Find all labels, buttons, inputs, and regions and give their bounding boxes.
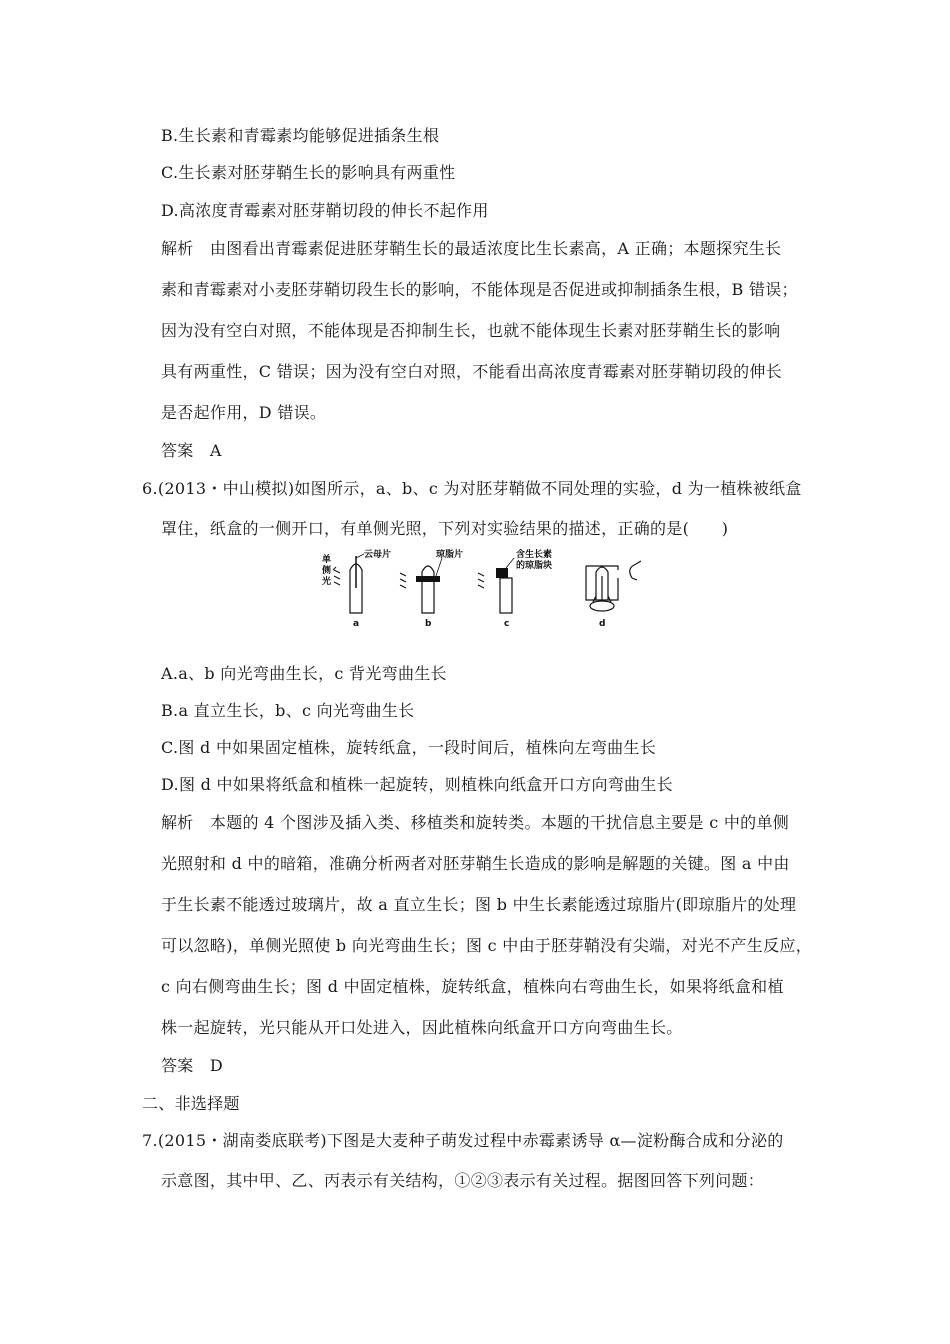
q6-option-b: B.a 直立生长，b、c 向光弯曲生长 <box>161 701 415 720</box>
q7-stem-line-2: 示意图，其中甲、乙、丙表示有关结构，①②③表示有关过程。据图回答下列问题： <box>161 1171 765 1190</box>
coleoptile-b <box>416 558 442 613</box>
coleoptile-a <box>350 554 364 613</box>
light-label-3: 光 <box>322 577 332 587</box>
q5-analysis-line-4: 具有两重性，C 错误；因为没有空白对照，不能看出高浓度青霉素对胚芽鞘切段的伸长 <box>161 362 783 381</box>
mica-label: 云母片 <box>364 550 392 560</box>
panel-a-label: a <box>353 619 360 629</box>
coleoptile-c <box>496 558 514 613</box>
q5-analysis-line-1: 解析 由图看出青霉素促进胚芽鞘生长的最适浓度比生长素高，A 正确；本题探究生长 <box>161 239 782 258</box>
auxin-agar-label-1: 含生长素 <box>516 550 553 560</box>
q5-option-c: C.生长素对胚芽鞘生长的影响具有两重性 <box>161 163 456 182</box>
box-d <box>586 561 641 611</box>
panel-b-label: b <box>425 619 432 629</box>
q6-option-d: D.图 d 中如果将纸盒和植株一起旋转，则植株向纸盒开口方向弯曲生长 <box>161 775 673 794</box>
q6-analysis-line-5: c 向右侧弯曲生长；图 d 中固定植株，旋转纸盒，植株向右弯曲生长，如果将纸盒和植 <box>161 977 784 996</box>
q6-option-a: A.a、b 向光弯曲生长，c 背光弯曲生长 <box>161 664 447 683</box>
q7-stem-line-1: 7.(2015・湖南娄底联考)下图是大麦种子萌发过程中赤霉素诱导 α—淀粉酶合成和分泌的 <box>142 1131 784 1150</box>
q6-analysis-line-3: 于生长素不能透过玻璃片，故 a 直立生长；图 b 中生长素能透过琼脂片(即琼脂片的处理 <box>161 895 797 914</box>
q5-answer: 答案 A <box>161 441 222 460</box>
q5-analysis-line-2: 素和青霉素对小麦胚芽鞘切段生长的影响，不能体现是否促进或抑制插条生根，B 错误； <box>161 280 798 299</box>
auxin-agar-label-2: 的琼脂块 <box>516 561 553 571</box>
agar-label: 琼脂片 <box>436 550 464 560</box>
light-label-1: 单 <box>322 555 332 565</box>
q6-analysis-line-2: 光照射和 d 中的暗箱，准确分析两者对胚芽鞘生长造成的影响是解题的关键。图 a 中由 <box>161 854 790 873</box>
q5-option-b: B.生长素和青霉素均能够促进插条生根 <box>161 126 440 145</box>
q6-stem-line-1: 6.(2013・中山模拟)如图所示，a、b、c 为对胚芽鞘做不同处理的实验，d 为一植株被纸盒 <box>142 479 802 498</box>
q6-option-c: C.图 d 中如果固定植株，旋转纸盒，一段时间后，植株向左弯曲生长 <box>161 738 657 757</box>
panel-c-label: c <box>504 619 510 629</box>
light-arrows-a <box>333 567 340 585</box>
q5-analysis-line-5: 是否起作用，D 错误。 <box>161 403 327 422</box>
q6-figure <box>318 548 648 630</box>
q6-analysis-line-1: 解析 本题的 4 个图涉及插入类、移植类和旋转类。本题的干扰信息主要是 c 中的单侧 <box>161 813 790 832</box>
light-arrows-b <box>400 573 406 588</box>
light-label-2: 侧 <box>322 566 332 576</box>
q6-answer: 答案 D <box>161 1056 224 1075</box>
panel-d-label: d <box>599 619 606 629</box>
q5-analysis-line-3: 因为没有空白对照，不能体现是否抑制生长，也就不能体现生长素对胚芽鞘生长的影响 <box>161 321 781 340</box>
q5-option-d: D.高浓度青霉素对胚芽鞘切段的伸长不起作用 <box>161 201 489 220</box>
q6-analysis-line-4: 可以忽略)，单侧光照使 b 向光弯曲生长；图 c 中由于胚芽鞘没有尖端，对光不产生反应， <box>161 936 812 955</box>
light-arrows-c <box>478 573 484 588</box>
q6-stem-line-2: 罩住，纸盒的一侧开口，有单侧光照，下列对实验结果的描述，正确的是( ) <box>161 519 729 538</box>
q6-analysis-line-6: 株一起旋转，光只能从开口处进入，因此植株向纸盒开口方向弯曲生长。 <box>161 1018 683 1037</box>
section-heading: 二、非选择题 <box>142 1094 240 1113</box>
